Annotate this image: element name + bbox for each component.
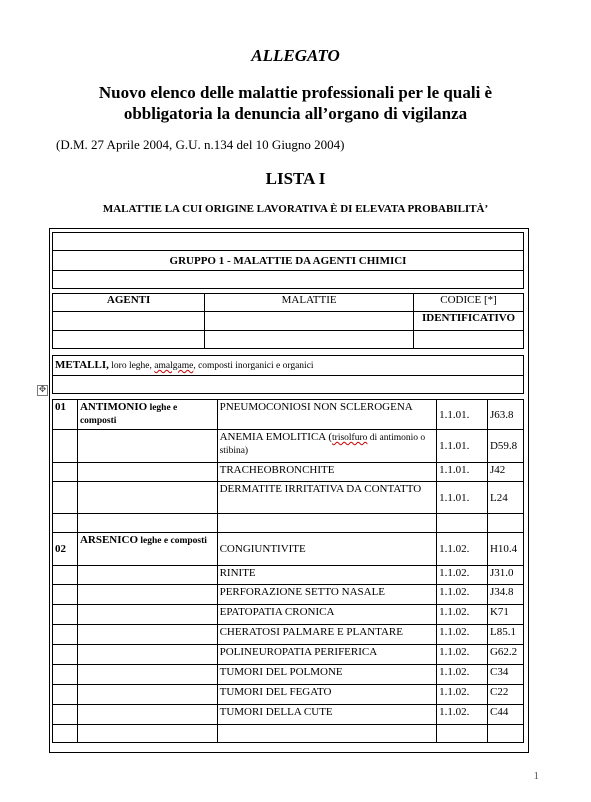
- disease-code: 1.1.01.: [437, 463, 488, 482]
- disease-icd: J31.0: [487, 566, 523, 585]
- empty-cell: [77, 585, 217, 605]
- agents-table: [52, 399, 524, 743]
- empty-cell: [53, 514, 78, 533]
- empty-cell: [217, 725, 436, 743]
- empty-cell: [77, 665, 217, 685]
- empty-cell: [77, 430, 217, 463]
- empty-cell: [53, 725, 78, 743]
- document-subtitle: [0, 82, 591, 124]
- section-table: [52, 355, 524, 394]
- agent-name-main: ARSENICO: [79, 534, 139, 546]
- disease-name: RINITE: [217, 566, 436, 585]
- header-spacer-malattie: [205, 331, 414, 349]
- table-row: [53, 463, 524, 482]
- col-codice: CODICE [*]: [414, 294, 524, 312]
- section-title-pre: loro leghe,: [108, 361, 155, 371]
- subtitle-line-2: obbligatoria la denuncia all’organo di vigilanza: [123, 104, 468, 123]
- disease-name: CONGIUNTIVITE: [217, 533, 436, 566]
- col-agenti: AGENTI: [53, 294, 205, 312]
- table-row: [53, 566, 524, 585]
- allegato-title: ALLEGATO: [251, 46, 340, 65]
- table-row: [53, 625, 524, 645]
- disease-name: [217, 430, 436, 463]
- empty-cell: [77, 463, 217, 482]
- disease-code: 1.1.02.: [437, 665, 488, 685]
- empty-cell: [217, 514, 436, 533]
- empty-cell: [77, 482, 217, 514]
- disease-code: 1.1.01.: [437, 482, 488, 514]
- table-row: [53, 400, 524, 430]
- disease-icd: D59.8: [487, 430, 523, 463]
- table-row: [53, 685, 524, 705]
- agent-name-suffix: leghe e composti: [138, 536, 207, 546]
- disease-icd: C22: [487, 685, 523, 705]
- group-spacer-bottom: [53, 271, 524, 289]
- group-title: GRUPPO 1 - MALATTIE DA AGENTI CHIMICI: [53, 251, 524, 271]
- agent-name: [77, 533, 217, 566]
- disease-code: 1.1.02.: [437, 705, 488, 725]
- disease-name: TRACHEOBRONCHITE: [217, 463, 436, 482]
- disease-code: 1.1.02.: [437, 605, 488, 625]
- disease-name: TUMORI DEL POLMONE: [217, 665, 436, 685]
- header-spacer-codice: [414, 331, 524, 349]
- subtitle-line-1: Nuovo elenco delle malattie professionali per le quali è: [98, 83, 493, 102]
- agent-number: 01: [53, 400, 78, 430]
- section-spacer: [53, 376, 524, 394]
- section-title-bold: METALLI,: [55, 359, 109, 371]
- table-row: [53, 514, 524, 533]
- empty-cell: [53, 665, 78, 685]
- disease-name: POLINEUROPATIA PERIFERICA: [217, 645, 436, 665]
- disease-name: PERFORAZIONE SETTO NASALE: [217, 585, 436, 605]
- disease-code: 1.1.02.: [437, 533, 488, 566]
- disease-name-small: di antimonio o stibina): [219, 433, 426, 456]
- agent-number: 02: [53, 533, 78, 566]
- disease-icd: H10.4: [487, 533, 523, 566]
- group-table: [52, 232, 524, 289]
- disease-code: 1.1.02.: [437, 585, 488, 605]
- empty-cell: [53, 685, 78, 705]
- empty-cell: [487, 725, 523, 743]
- decree-reference: (D.M. 27 Aprile 2004, G.U. n.134 del 10 Giugno 2004): [56, 137, 345, 152]
- move-handle-icon[interactable]: ✥: [38, 385, 47, 395]
- table-row: [53, 605, 524, 625]
- agent-name-main: ANTIMONIO: [79, 401, 148, 413]
- disease-code: 1.1.02.: [437, 625, 488, 645]
- group-spacer-top: [53, 233, 524, 251]
- disease-icd: L24: [487, 482, 523, 514]
- section-title-post: , composti inorganici e organici: [193, 361, 314, 371]
- empty-cell: [53, 625, 78, 645]
- agent-name: [77, 400, 217, 430]
- list-title: LISTA I: [265, 169, 326, 188]
- disease-code: 1.1.02.: [437, 685, 488, 705]
- table-row: [53, 533, 524, 566]
- empty-cell: [77, 514, 217, 533]
- header-empty-agenti: [53, 312, 205, 331]
- disease-icd: C44: [487, 705, 523, 725]
- header-spacer-agenti: [53, 331, 205, 349]
- empty-cell: [53, 645, 78, 665]
- empty-cell: [77, 705, 217, 725]
- disease-icd: C34: [487, 665, 523, 685]
- disease-name: DERMATITE IRRITATIVA DA CONTATTO: [217, 482, 436, 514]
- disease-name: TUMORI DELLA CUTE: [217, 705, 436, 725]
- col-malattie: MALATTIE: [205, 294, 414, 312]
- empty-cell: [53, 566, 78, 585]
- disease-name: TUMORI DEL FEGATO: [217, 685, 436, 705]
- empty-cell: [77, 685, 217, 705]
- disease-code: 1.1.01.: [437, 400, 488, 430]
- empty-cell: [437, 514, 488, 533]
- page-number: 1: [533, 770, 539, 782]
- empty-cell: [487, 514, 523, 533]
- table-row: [53, 705, 524, 725]
- agent-name-suffix: leghe e composti: [79, 403, 178, 426]
- disease-code: 1.1.01.: [437, 430, 488, 463]
- disease-icd: G62.2: [487, 645, 523, 665]
- disease-icd: L85.1: [487, 625, 523, 645]
- empty-cell: [53, 463, 78, 482]
- disease-icd: J42: [487, 463, 523, 482]
- table-row: [53, 665, 524, 685]
- table-row: [53, 725, 524, 743]
- table-row: [53, 645, 524, 665]
- section-title: [53, 356, 524, 376]
- list-caption: MALATTIE LA CUI ORIGINE LAVORATIVA È DI ELEVATA PROBABILITÀ’: [102, 203, 489, 215]
- col-identificativo: IDENTIFICATIVO: [414, 312, 524, 331]
- table-row: [53, 482, 524, 514]
- empty-cell: [77, 725, 217, 743]
- disease-name: PNEUMOCONIOSI NON SCLEROGENA: [217, 400, 436, 430]
- section-title-squiggle: amalgame: [154, 361, 194, 371]
- empty-cell: [53, 705, 78, 725]
- disease-name: EPATOPATIA CRONICA: [217, 605, 436, 625]
- disease-code: 1.1.02.: [437, 566, 488, 585]
- table-row: [53, 585, 524, 605]
- empty-cell: [77, 645, 217, 665]
- empty-cell: [53, 605, 78, 625]
- disease-name-main: ANEMIA EMOLITICA (: [219, 431, 333, 443]
- disease-code: 1.1.02.: [437, 645, 488, 665]
- disease-name: CHERATOSI PALMARE E PLANTARE: [217, 625, 436, 645]
- disease-icd: J34.8: [487, 585, 523, 605]
- empty-cell: [77, 605, 217, 625]
- empty-cell: [53, 585, 78, 605]
- empty-cell: [53, 430, 78, 463]
- disease-icd: K71: [487, 605, 523, 625]
- empty-cell: [53, 482, 78, 514]
- column-header-table: [52, 293, 524, 349]
- disease-name-squiggle: trisolfuro: [332, 433, 368, 443]
- empty-cell: [77, 566, 217, 585]
- header-empty-malattie: [205, 312, 414, 331]
- table-row: [53, 430, 524, 463]
- empty-cell: [77, 625, 217, 645]
- empty-cell: [437, 725, 488, 743]
- disease-icd: J63.8: [487, 400, 523, 430]
